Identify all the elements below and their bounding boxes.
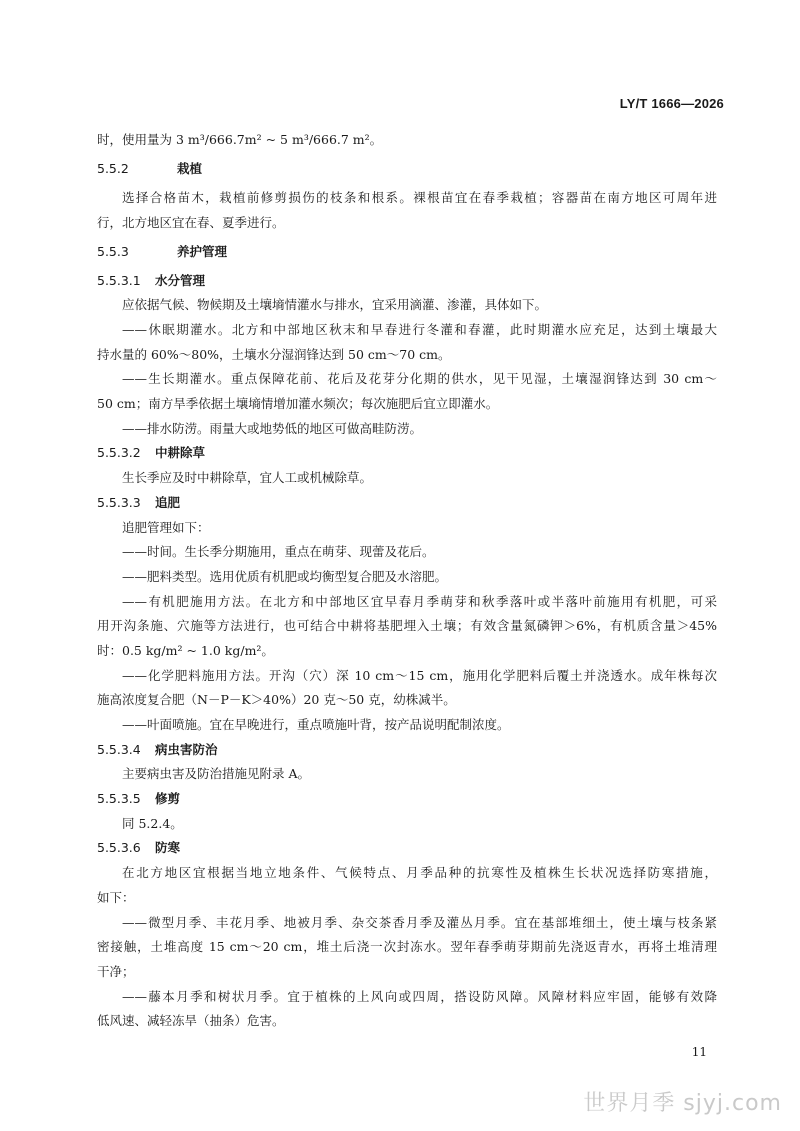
section-heading-5-5-3-5 bbox=[97, 787, 717, 812]
list-item-line: 干净； bbox=[97, 963, 135, 979]
paragraph-line: 生长季应及时中耕除草，宜人工或机械除草。 bbox=[122, 470, 373, 486]
paragraph-line: 同 5.2.4。 bbox=[122, 815, 183, 831]
paragraph-line: 如下： bbox=[97, 889, 135, 905]
paragraph-line: 追肥管理如下： bbox=[122, 519, 210, 535]
section-title: 中耕除草 bbox=[155, 445, 206, 461]
section-heading-5-5-2 bbox=[97, 157, 717, 182]
paragraph-line: 应依据气候、物候期及土壤墒情灌水与排水，宜采用滴灌、渗灌，具体如下。 bbox=[122, 297, 548, 313]
section-number: 5.5.3.2 bbox=[97, 445, 141, 461]
list-item-line: ——化学肥料施用方法。开沟（穴）深 10 cm～15 cm，施用化学肥料后覆土并浇透水。成年株每次 bbox=[122, 667, 717, 683]
section-heading-5-5-3-4 bbox=[97, 738, 717, 763]
list-item-line: ——藤本月季和树状月季。宜于植株的上风向或四周，搭设防风障。风障材料应牢固，能够有效降 bbox=[122, 988, 717, 1004]
list-item-line: 50 cm；南方旱季依据土壤墒情增加灌水频次；每次施肥后宜立即灌水。 bbox=[97, 396, 499, 412]
section-title: 追肥 bbox=[155, 494, 181, 510]
section-number: 5.5.3.4 bbox=[97, 741, 141, 757]
paragraph-line: 时，使用量为 3 m³/666.7m² ~ 5 m³/666.7 m²。 bbox=[97, 132, 383, 147]
section-number: 5.5.2 bbox=[97, 160, 129, 176]
section-number: 5.5.3.1 bbox=[97, 272, 141, 288]
paragraph-line: 在北方地区宜根据当地立地条件、气候特点、月季品种的抗寒性及植株生长状况选择防寒措施， bbox=[122, 865, 717, 881]
section-heading-5-5-3-1 bbox=[97, 269, 717, 294]
section-title: 水分管理 bbox=[155, 272, 206, 288]
list-item-line: 持水量的 60%～80%，土壤水分湿润锋达到 50 cm～70 cm。 bbox=[97, 346, 451, 362]
list-item-line: ——休眠期灌水。北方和中部地区秋末和早春进行冬灌和春灌，此时期灌水应充足，达到土壤最大 bbox=[122, 322, 717, 337]
section-title: 栽植 bbox=[177, 160, 203, 176]
section-number: 5.5.3.3 bbox=[97, 494, 141, 510]
list-item-line: ——微型月季、丰花月季、地被月季、杂交茶香月季及灌丛月季。宜在基部堆细土，使土壤与枝条紧 bbox=[122, 914, 717, 930]
section-heading-5-5-3-6 bbox=[97, 836, 717, 861]
paragraph-line: 主要病虫害及防治措施见附录 A。 bbox=[122, 766, 311, 782]
paragraph-line: 选择合格苗木，栽植前修剪损伤的枝条和根系。裸根苗宜在春季栽植；容器苗在南方地区可周年进 bbox=[122, 189, 717, 205]
list-item-line: ——时间。生长季分期施用，重点在萌芽、现蕾及花后。 bbox=[122, 544, 435, 560]
list-item-line: ——排水防涝。雨量大或地势低的地区可做高畦防涝。 bbox=[122, 420, 423, 436]
list-item-line: 用开沟条施、穴施等方法进行，也可结合中耕将基肥埋入土壤；有效含量氮磷钾＞6%，有机质含量＞45% bbox=[97, 618, 717, 634]
section-number: 5.5.3.6 bbox=[97, 840, 141, 856]
list-item-line: 时：0.5 kg/m² ~ 1.0 kg/m²。 bbox=[97, 642, 274, 658]
list-item-line: ——生长期灌水。重点保障花前、花后及花芽分化期的供水，见干见湿，土壤湿润锋达到 30 cm～ bbox=[122, 371, 717, 387]
list-item-line: 低风速、减轻冻旱（抽条）危害。 bbox=[97, 1013, 285, 1029]
section-title: 修剪 bbox=[155, 791, 181, 807]
list-item-line: 密接触，土堆高度 15 cm～20 cm，堆土后浇一次封冻水。翌年春季萌芽期前先浇返青水，再将土堆清理 bbox=[97, 939, 717, 955]
section-title: 防寒 bbox=[155, 840, 181, 856]
list-item-line: 施高浓度复合肥（N－P－K＞40%）20 克～50 克，幼株减半。 bbox=[97, 692, 456, 708]
paragraph-line: 行，北方地区宜在春、夏季进行。 bbox=[97, 214, 285, 230]
page-number: 11 bbox=[691, 1045, 707, 1059]
section-title: 病虫害防治 bbox=[155, 741, 218, 757]
section-heading-5-5-3 bbox=[97, 240, 717, 265]
document-code: LY/T 1666—2026 bbox=[619, 96, 724, 111]
list-item-line: ——肥料类型。选用优质有机肥或均衡型复合肥及水溶肥。 bbox=[122, 568, 448, 584]
section-number: 5.5.3.5 bbox=[97, 791, 141, 807]
section-title: 养护管理 bbox=[177, 243, 228, 259]
section-number: 5.5.3 bbox=[97, 243, 129, 259]
document-body bbox=[97, 128, 717, 1034]
list-item-line: ——叶面喷施。宜在早晚进行，重点喷施叶背，按产品说明配制浓度。 bbox=[122, 717, 510, 732]
list-item-line: ——有机肥施用方法。在北方和中部地区宜早春月季萌芽和秋季落叶或半落叶前施用有机肥，可采 bbox=[122, 593, 717, 609]
watermark: 世界月季 sjyj.com bbox=[583, 1091, 782, 1116]
section-heading-5-5-3-2 bbox=[97, 441, 717, 466]
section-heading-5-5-3-3 bbox=[97, 491, 717, 516]
